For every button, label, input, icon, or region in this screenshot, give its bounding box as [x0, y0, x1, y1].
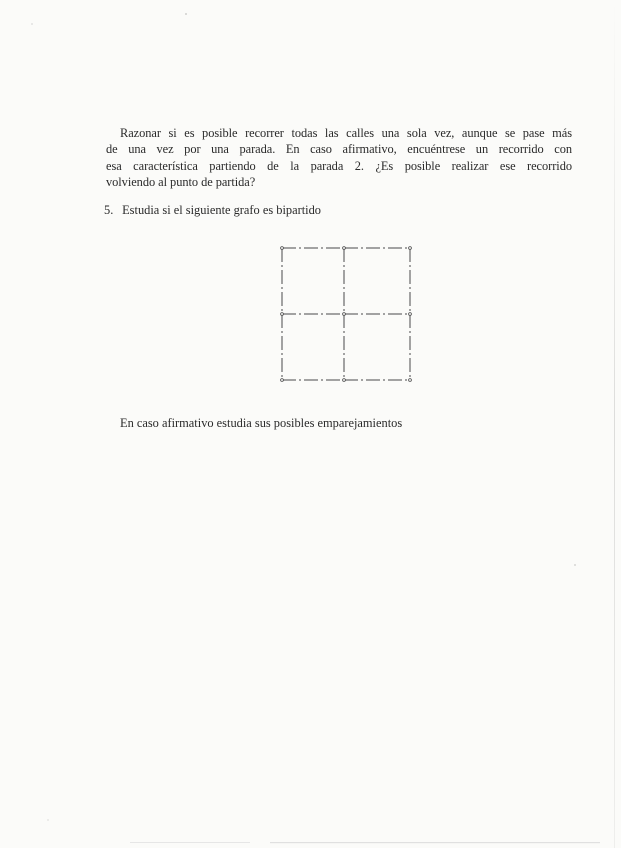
exercise-statement: Estudia si el siguiente grafo es bipartido	[122, 203, 322, 217]
paragraph-line: volviendo al punto de partida?	[106, 175, 256, 190]
exercise-number: 5.	[104, 203, 114, 217]
exercise-4-paragraph	[106, 125, 572, 191]
graph-vertex	[409, 379, 412, 382]
scan-artifact	[270, 842, 600, 843]
paragraph-line: de una vez por una parada. En caso afirmativo, encuéntrese un recorrido con	[106, 142, 572, 157]
graph-edges	[282, 248, 410, 380]
scan-speck	[32, 24, 33, 25]
paragraph-line: esa característica partiendo de la parada 2. ¿Es posible realizar ese recorrido	[106, 158, 572, 173]
paragraph-line: Razonar si es posible recorrer todas las calles una sola vez, aunque se pase más	[120, 126, 572, 140]
graph-vertex	[409, 247, 412, 250]
graph-vertex	[281, 247, 284, 250]
scan-speck	[185, 13, 186, 14]
graph-vertex	[281, 313, 284, 316]
exercise-5	[104, 202, 321, 218]
scan-speck	[574, 564, 575, 565]
followup-question: En caso afirmativo estudia sus posibles emparejamientos	[120, 416, 403, 430]
graph-vertex	[281, 379, 284, 382]
graph-vertex	[343, 379, 346, 382]
graph-vertex	[343, 313, 346, 316]
scan-speck	[48, 820, 49, 821]
graph-vertex	[409, 313, 412, 316]
scan-artifact	[130, 842, 250, 843]
page-edge-shadow	[614, 0, 615, 848]
graph-vertex	[343, 247, 346, 250]
grid-graph	[272, 236, 422, 388]
